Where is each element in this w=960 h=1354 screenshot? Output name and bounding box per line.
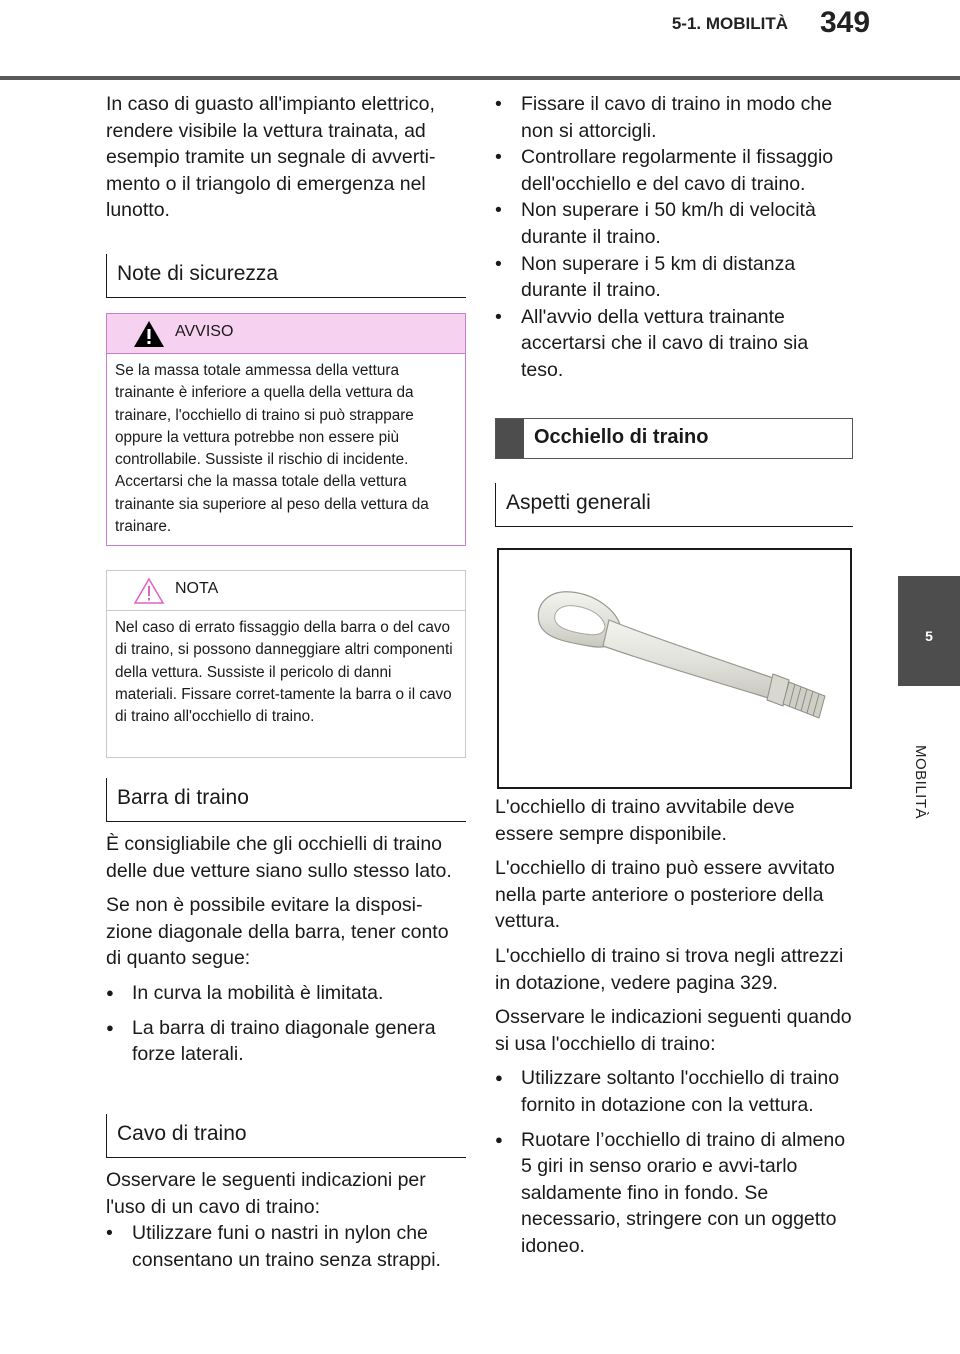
header-rule [0, 76, 960, 80]
tow-eye-illustration [499, 550, 850, 787]
warning-box [106, 313, 466, 546]
list-item: • Non superare i 50 km/h di velocità durante il traino. [495, 197, 855, 250]
section-heading-tow-eye [495, 418, 853, 459]
chapter-label: MOBILITÀ [912, 745, 929, 820]
tow-cable-list [495, 91, 855, 384]
section-heading-bar [496, 419, 524, 458]
tow-eye-paragraph-1: L'occhiello di traino avvitabile deve essere sempre disponibile. [495, 796, 795, 845]
note-title: NOTA [175, 580, 219, 597]
tow-bar-paragraph-2: Se non è possibile evitare la disposi-zione diagonale della barra, tener conto di quanto segue: [106, 894, 449, 970]
list-item: • Utilizzare funi o nastri in nylon che consentano un traino senza strappi. [106, 1220, 466, 1273]
list-item: ● Utilizzare soltanto l'occhiello di traino fornito in dotazione con la vettura. [495, 1065, 855, 1118]
tow-eye-image [497, 548, 852, 789]
list-item: • Fissare il cavo di traino in modo che non si attorcigli. [495, 91, 855, 144]
tow-eye-paragraph-2: L'occhiello di traino può essere avvitato nella parte anteriore o posteriore della vettura. [495, 857, 835, 933]
section-title: 5-1. MOBILITÀ [671, 14, 788, 33]
list-item: • All'avvio della vettura trainante accertarsi che il cavo di traino sia teso. [495, 304, 855, 384]
tow-eye-paragraph-4: Osservare le indicazioni seguenti quando si usa l'occhiello di traino: [495, 1006, 852, 1055]
warning-text: Se la massa totale ammessa della vettura trainante è inferiore a quella della vettura da trainare, l'occhiello di traino si può strappare oppure la vettura potrebbe non essere più controllabile. Sussiste il rischio di incidente. Accertarsi che la massa totale della vettura trainante sia superiore al peso della vettura da trainare. [115, 362, 429, 536]
tow-cable-section [106, 1167, 466, 1273]
tow-eye-paragraph-3: L'occhiello di traino si trova negli attrezzi in dotazione, vedere pagina 329. [495, 944, 844, 994]
intro-text: In caso di guasto all'impianto elettrico, rendere visibile la vettura trainata, ad esempio tramite un segnale di avverti-mento o il triangolo di emergenza nel lunotto. [106, 93, 436, 222]
tow-bar-heading: Barra di traino [106, 778, 466, 822]
intro-paragraph [106, 91, 466, 224]
tow-cable-heading: Cavo di traino [106, 1114, 466, 1158]
safety-heading: Note di sicurezza [106, 254, 466, 298]
section-heading-title: Occhiello di traino [534, 426, 709, 448]
note-box [106, 570, 466, 758]
page-number: 349 [820, 6, 871, 39]
list-item: ● La barra di traino diagonale genera forze laterali. [106, 1015, 466, 1068]
tow-bar-section [106, 831, 466, 1068]
tow-eye-section [495, 794, 855, 1260]
general-heading: Aspetti generali [495, 483, 853, 527]
chapter-number: 5 [925, 628, 933, 644]
note-header [107, 571, 465, 611]
tow-cable-intro: Osservare le seguenti indicazioni per l'uso di un cavo di traino: [106, 1169, 426, 1218]
list-item: ● In curva la mobilità è limitata. [106, 980, 466, 1007]
tow-bar-paragraph-1: È consigliabile che gli occhielli di traino delle due vetture siano sullo stesso lato. [106, 833, 452, 882]
list-item: • Non superare i 5 km di distanza durante il traino. [495, 251, 855, 304]
list-item: • Controllare regolarmente il fissaggio dell'occhiello e del cavo di traino. [495, 144, 855, 197]
note-text: Nel caso di errato fissaggio della barra o del cavo di traino, si possono danneggiare altri componenti della vettura. Sussiste il pericolo di danni materiali. Fissare corret-tamente la barra o il cavo di traino all'occhiello di traino. [115, 619, 453, 726]
warning-title: AVVISO [175, 323, 234, 340]
warning-triangle-icon [133, 320, 165, 348]
caution-triangle-icon [133, 577, 165, 605]
warning-header [107, 314, 465, 354]
list-item: ● Ruotare l’occhiello di traino di almeno 5 giri in senso orario e avvi-tarlo saldamente fino in fondo. Se necessario, stringere con un oggetto idoneo. [495, 1127, 855, 1260]
